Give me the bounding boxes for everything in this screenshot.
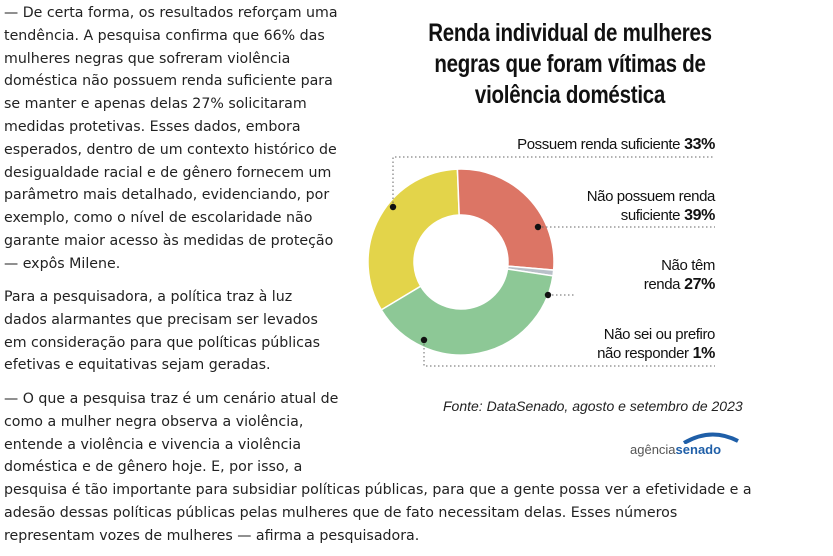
- slice-nao-tem-renda: [457, 169, 554, 270]
- agencia-senado-logo: [630, 430, 740, 460]
- infographic: [345, 0, 833, 480]
- chart-title: Renda individual de mulheres negras que foram vítimas de violência doméstica: [428, 19, 712, 109]
- article-paragraph-3-start: — O que a pesquisa traz é um cenário atual de como a mulher negra observa a violência, entende a violência e vivencia a violência doméstica e de gênero hoje. E, por isso, a: [4, 391, 339, 476]
- label-nao-tem-renda: Não têm renda 27%: [643, 257, 715, 293]
- article-paragraph-3-end: pesquisa é tão importante para subsidiar políticas públicas, para que a gente possa ver a efetividade e a adesão dessas políticas públicas pelas mulheres que de fato necessitam delas. Esses números representam vozes de mulheres — afirma a pesquisadora.: [4, 482, 752, 544]
- slice-value-label: 1%: [688, 345, 715, 362]
- chart-source: Fonte: DataSenado, agosto e setembro de 2023: [443, 398, 743, 414]
- slice-value-label: 39%: [680, 207, 715, 224]
- slice-value-label: 27%: [680, 276, 715, 293]
- slice-value-label: 33%: [680, 136, 715, 153]
- logo-text-agencia: agência: [630, 442, 676, 457]
- article-paragraph-1: — De certa forma, os resultados reforçam uma tendência. A pesquisa confirma que 66% das mulheres negras que sofreram violência doméstica não possuem renda suficiente para se manter e apenas delas 27% solicitaram medidas protetivas. Esses dados, embora esperados, dentro de um contexto histórico de desigualdade racial e de gênero fornecem um parâmetro mais detalhado, evidenciando, por exemplo, como o nível de escolaridade não garante maior acesso às medidas de proteção — expôs Milene.: [4, 5, 338, 272]
- logo-text-senado: senado: [675, 442, 722, 457]
- slice-possuem-renda: [368, 169, 459, 310]
- label-nao-sei: Não sei ou prefiro não responder 1%: [597, 326, 715, 362]
- leader-dot: [545, 292, 551, 298]
- label-nao-possuem-renda: Não possuem renda suficiente 39%: [586, 188, 715, 224]
- label-possuem-renda: Possuem renda suficiente 33%: [517, 136, 715, 153]
- donut-chart: [345, 0, 833, 400]
- leader-dot: [535, 224, 541, 230]
- article-paragraph-2: Para a pesquisadora, a política traz à luz dados alarmantes que precisam ser levados em consideração para que políticas públicas efetivas e equitativas sejam geradas.: [4, 289, 321, 374]
- leader-dot: [390, 204, 396, 210]
- leader-dot: [421, 337, 427, 343]
